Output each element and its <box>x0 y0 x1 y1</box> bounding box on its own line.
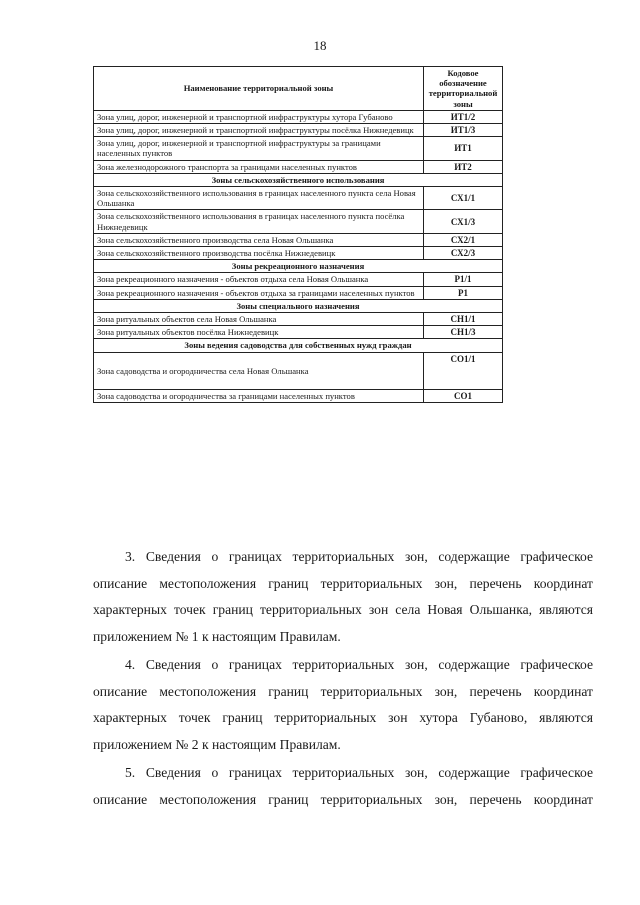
header-zone-name: Наименование территориальной зоны <box>94 67 424 111</box>
header-zone-code: Кодовое обозначение территориальной зоны <box>424 67 503 111</box>
territorial-zones-table <box>93 66 503 403</box>
zone-code-cell: СХ2/3 <box>424 247 503 260</box>
section-title: Зоны специального назначения <box>94 299 503 312</box>
zone-name-cell: Зона ритуальных объектов села Новая Ольшанка <box>94 313 424 326</box>
zone-name-cell: Зона рекреационного назначения - объектов отдыха за границами населенных пунктов <box>94 286 424 299</box>
table-row <box>94 210 503 233</box>
zone-code-cell: ИТ1/2 <box>424 110 503 123</box>
zone-code-cell: Р1 <box>424 286 503 299</box>
paragraph-3: 3. Сведения о границах территориальных зон, содержащие графическое описание местоположения границ территориальных зон, перечень координат характерных точек границ территориальных зон села Новая Ольшанка, являются приложением № 1 к настоящим Правилам. <box>93 549 593 644</box>
zone-code-cell: СО1 <box>424 389 503 402</box>
section-title: Зоны ведения садоводства для собственных нужд граждан <box>94 339 503 352</box>
zone-code-cell: ИТ1/3 <box>424 124 503 137</box>
table-row <box>94 187 503 210</box>
table-row <box>94 110 503 123</box>
zone-name-cell: Зона улиц, дорог, инженерной и транспортной инфраструктуры за границами населенных пунктов <box>94 137 424 160</box>
table-section-row <box>94 173 503 186</box>
zone-name-cell: Зона сельскохозяйственного использования в границах населенного пункта посёлка Нижнедевицк <box>94 210 424 233</box>
table-section-row <box>94 339 503 352</box>
table-row <box>94 286 503 299</box>
zone-name-cell: Зона улиц, дорог, инженерной и транспортной инфраструктуры посёлка Нижнедевицк <box>94 124 424 137</box>
table-section-row <box>94 260 503 273</box>
table-row <box>94 352 503 389</box>
body-text <box>93 544 593 815</box>
table-row <box>94 326 503 339</box>
paragraph-5: 5. Сведения о границах территориальных зон, содержащие графическое описание местоположения границ территориальных зон, перечень координат <box>93 765 593 807</box>
table-header-row <box>94 67 503 111</box>
table-row <box>94 247 503 260</box>
zone-name-cell: Зона садоводства и огородничества за границами населенных пунктов <box>94 389 424 402</box>
zone-name-cell: Зона ритуальных объектов посёлка Нижнедевицк <box>94 326 424 339</box>
zone-name-cell: Зона сельскохозяйственного производства посёлка Нижнедевицк <box>94 247 424 260</box>
table-section-row <box>94 299 503 312</box>
zone-code-cell: ИТ1 <box>424 137 503 160</box>
zone-name-cell: Зона рекреационного назначения - объектов отдыха села Новая Ольшанка <box>94 273 424 286</box>
zone-code-cell: Р1/1 <box>424 273 503 286</box>
zone-code-cell: СХ1/3 <box>424 210 503 233</box>
zone-code-cell: ИТ2 <box>424 160 503 173</box>
table-body <box>94 110 503 402</box>
table-row <box>94 233 503 246</box>
table-row <box>94 273 503 286</box>
zone-name-cell: Зона садоводства и огородничества села Новая Ольшанка <box>94 352 424 389</box>
zone-name-cell: Зона железнодорожного транспорта за границами населенных пунктов <box>94 160 424 173</box>
paragraph-4: 4. Сведения о границах территориальных зон, содержащие графическое описание местоположения границ территориальных зон, перечень координат характерных точек границ территориальных зон хутора Губаново, являются приложением № 2 к настоящим Правилам. <box>93 657 593 752</box>
table-row <box>94 389 503 402</box>
zone-name-cell: Зона сельскохозяйственного использования в границах населенного пункта села Новая Ольшанка <box>94 187 424 210</box>
table-row <box>94 313 503 326</box>
zone-code-cell: СО1/1 <box>424 352 503 389</box>
table-row <box>94 160 503 173</box>
zone-name-cell: Зона улиц, дорог, инженерной и транспортной инфраструктуры хутора Губаново <box>94 110 424 123</box>
table-row <box>94 137 503 160</box>
section-title: Зоны сельскохозяйственного использования <box>94 173 503 186</box>
page-number: 18 <box>313 38 327 53</box>
zone-code-cell: СХ2/1 <box>424 233 503 246</box>
zone-name-cell: Зона сельскохозяйственного производства села Новая Ольшанка <box>94 233 424 246</box>
zone-code-cell: СХ1/1 <box>424 187 503 210</box>
zone-code-cell: СН1/3 <box>424 326 503 339</box>
zone-code-cell: СН1/1 <box>424 313 503 326</box>
section-title: Зоны рекреационного назначения <box>94 260 503 273</box>
table-row <box>94 124 503 137</box>
